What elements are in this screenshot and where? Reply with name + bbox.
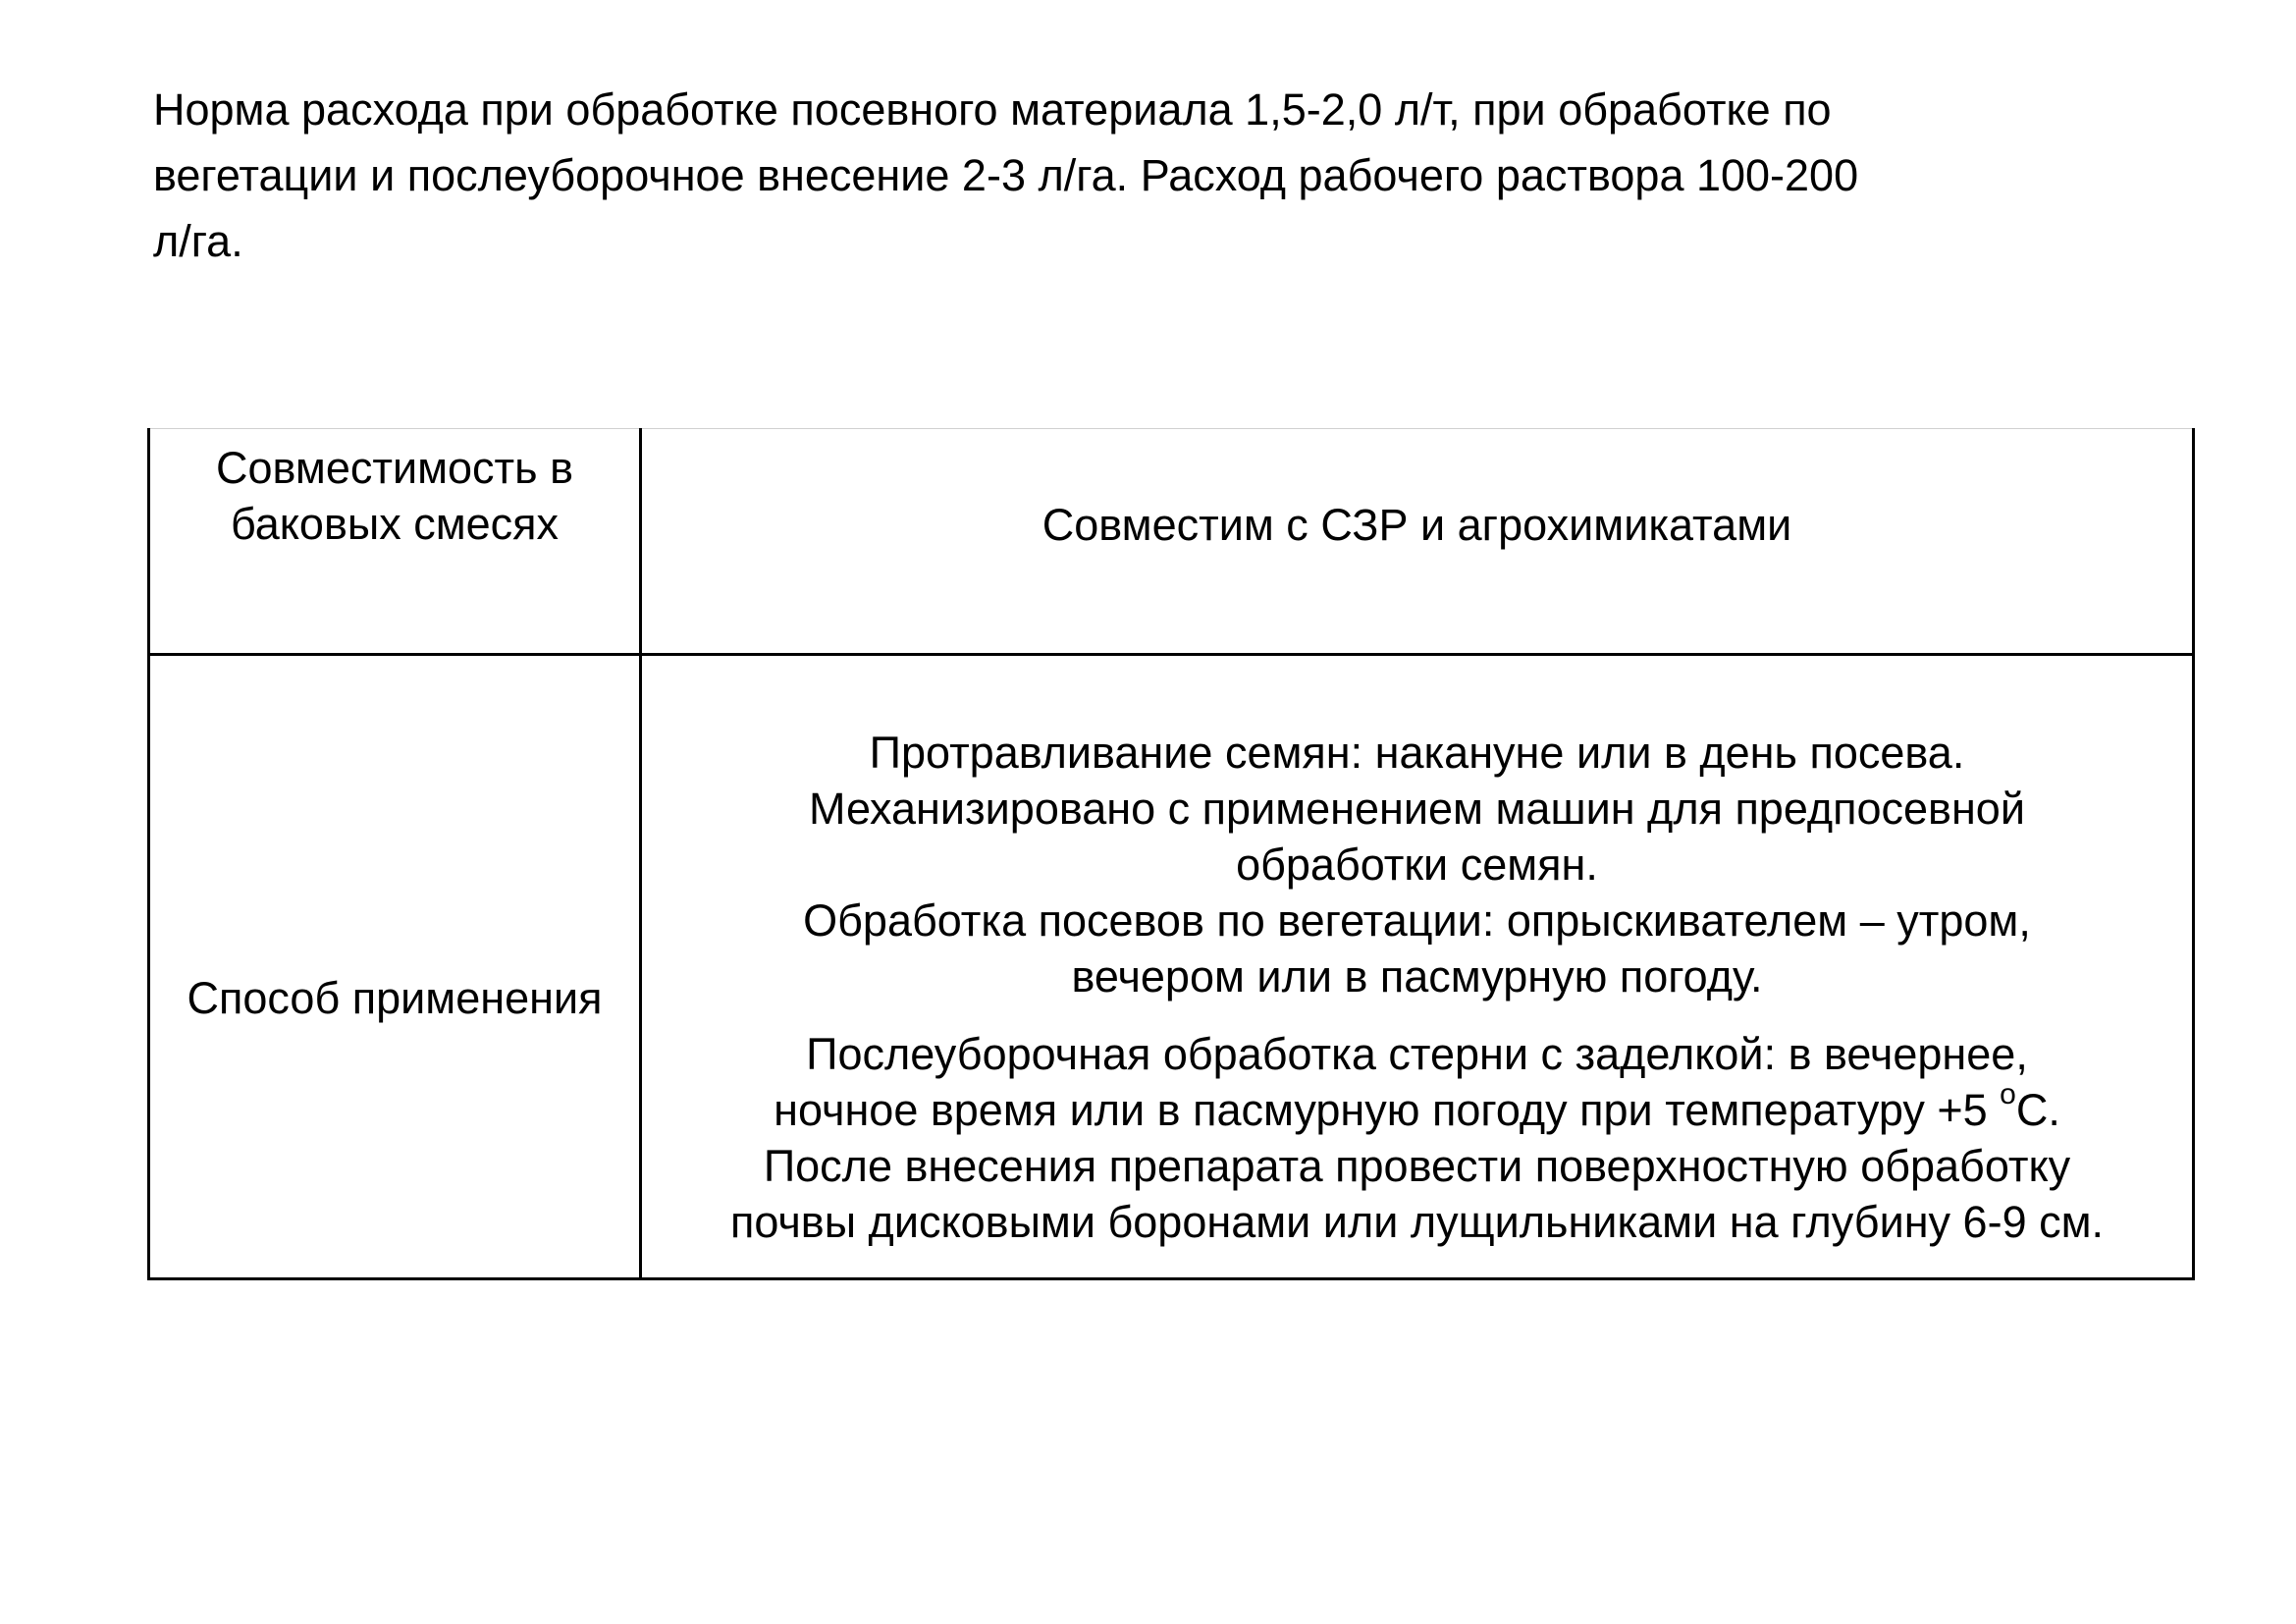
intro-paragraph — [153, 77, 2116, 274]
cell-line: Обработка посевов по вегетации: опрыскивателем – утром, — [803, 895, 2031, 946]
cell-line: почвы дисковыми боронами или лущильниками на глубину 6-9 см. — [729, 1197, 2105, 1247]
row-application-method-label — [150, 970, 639, 1026]
temperature-unit: С. — [2015, 1085, 2060, 1135]
table-border-right — [2192, 428, 2195, 1280]
cell-line: Послеуборочная обработка стерни с заделкой: в вечернее, — [806, 1029, 2028, 1079]
properties-table — [147, 428, 2195, 1280]
cell-line: Способ применения — [187, 973, 603, 1023]
paragraph-gap — [642, 1004, 2192, 1026]
cell-line: Механизировано с применением машин для предпосевной — [809, 784, 2025, 834]
temperature-text: ночное время или в пасмурную погоду при температуру +5 — [774, 1085, 2001, 1135]
cell-line: баковых смесях — [230, 499, 560, 549]
intro-line: л/га. — [153, 216, 243, 266]
intro-line: вегетации и послеуборочное внесение 2-3 л/га. Расход рабочего раствора 100-200 — [153, 150, 1859, 200]
row-compatibility-value — [642, 497, 2192, 553]
row-compatibility-label — [150, 440, 639, 552]
cell-line-temperature — [642, 1078, 2192, 1138]
cell-line: Совместим с СЗР и агрохимикатами — [1041, 500, 1792, 550]
table-row-divider — [147, 653, 2195, 656]
row-application-method-value — [642, 725, 2192, 1250]
cell-line: Протравливание семян: накануне или в день посева. — [869, 728, 1965, 778]
intro-line: Норма расхода при обработке посевного материала 1,5-2,0 л/т, при обработке по — [153, 84, 1832, 135]
cell-line: вечером или в пасмурную погоду. — [1071, 951, 1763, 1001]
cell-line: После внесения препарата провести поверхностную обработку — [763, 1141, 2071, 1191]
table-top-rule — [147, 428, 2195, 429]
cell-line: Совместимость в — [215, 443, 574, 493]
table-border-left — [147, 428, 150, 1280]
cell-line: обработки семян. — [1236, 839, 1598, 890]
table-border-bottom — [147, 1277, 2195, 1280]
degree-sign: o — [2000, 1078, 2016, 1110]
